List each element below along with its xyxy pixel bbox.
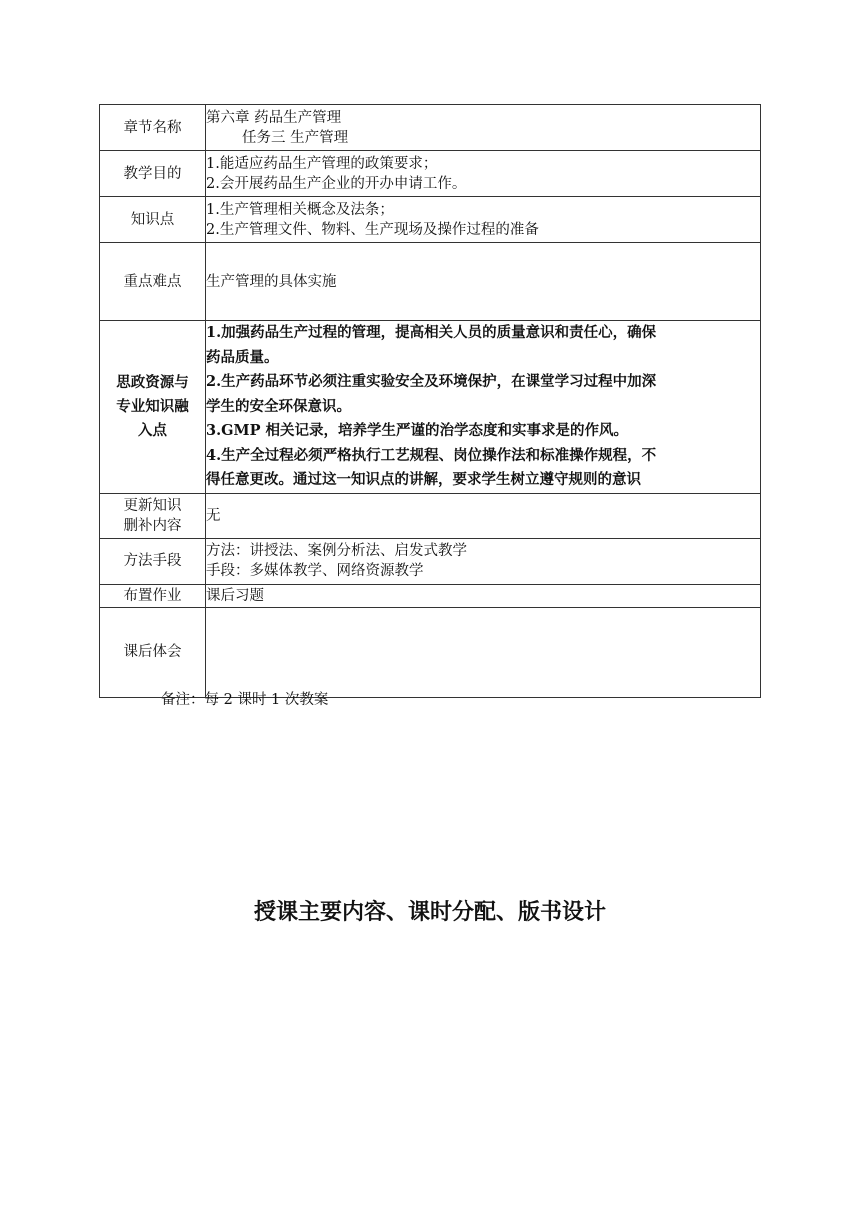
knowledge-line: 1.生产管理相关概念及法条； bbox=[206, 201, 394, 218]
reflection-content bbox=[206, 607, 761, 697]
objective-line: 1.能适应药品生产管理的政策要求； bbox=[206, 155, 438, 172]
update-row bbox=[100, 493, 761, 538]
section-title: 授课主要内容、课时分配、版书设计 bbox=[253, 899, 606, 925]
ideology-line: 1.加强药品生产过程的管理，提高相关人员的质量意识和责任心，确保 bbox=[206, 324, 657, 341]
objective-row bbox=[100, 151, 761, 197]
ideology-row bbox=[100, 321, 761, 494]
homework-row bbox=[100, 584, 761, 607]
ideology-line: 2.生产药品环节必须注重实验安全及环境保护，在课堂学习过程中加深 bbox=[206, 373, 657, 390]
knowledge-row bbox=[100, 197, 761, 243]
update-label bbox=[100, 493, 206, 538]
chapter-row bbox=[100, 105, 761, 151]
method-line: 手段：多媒体教学、网络资源教学 bbox=[206, 563, 424, 579]
ideology-line: 得任意更改。通过这一知识点的讲解，要求学生树立遵守规则的意识 bbox=[206, 471, 641, 488]
knowledge-label: 知识点 bbox=[100, 197, 206, 243]
objective-label: 教学目的 bbox=[100, 151, 206, 197]
knowledge-line: 2.生产管理文件、物料、生产现场及操作过程的准备 bbox=[206, 221, 539, 238]
ideology-line: 学生的安全环保意识。 bbox=[206, 397, 351, 415]
ideology-label-line: 思政资源与 bbox=[116, 373, 189, 391]
task-line: 任务三 生产管理 bbox=[242, 129, 349, 146]
update-label-line: 更新知识 bbox=[123, 497, 182, 514]
update-content: 无 bbox=[206, 493, 761, 538]
homework-label: 布置作业 bbox=[100, 584, 206, 607]
objective-content bbox=[206, 151, 761, 197]
chapter-line: 第六章 药品生产管理 bbox=[206, 109, 342, 126]
ideology-label-line: 入点 bbox=[138, 421, 167, 439]
method-content bbox=[206, 538, 761, 584]
footnote: 备注：每 2 课时 1 次教案 bbox=[161, 692, 329, 708]
ideology-content bbox=[206, 321, 761, 494]
lesson-plan-table bbox=[99, 104, 761, 698]
method-label: 方法手段 bbox=[100, 538, 206, 584]
difficulty-content: 生产管理的具体实施 bbox=[206, 243, 761, 321]
update-label-line: 删补内容 bbox=[123, 517, 182, 534]
reflection-row bbox=[100, 607, 761, 697]
difficulty-row bbox=[100, 243, 761, 321]
chapter-content bbox=[206, 105, 761, 151]
ideology-line: 药品质量。 bbox=[206, 348, 279, 366]
difficulty-label: 重点难点 bbox=[100, 243, 206, 321]
method-row bbox=[100, 538, 761, 584]
ideology-line: 4.生产全过程必须严格执行工艺规程、岗位操作法和标准操作规程，不 bbox=[206, 446, 657, 464]
reflection-label: 课后体会 bbox=[100, 607, 206, 697]
objective-line: 2.会开展药品生产企业的开办申请工作。 bbox=[206, 175, 467, 192]
homework-content: 课后习题 bbox=[206, 584, 761, 607]
chapter-label: 章节名称 bbox=[100, 105, 206, 151]
method-line: 方法：讲授法、案例分析法、启发式教学 bbox=[206, 543, 467, 559]
ideology-label bbox=[100, 321, 206, 494]
knowledge-content bbox=[206, 197, 761, 243]
ideology-label-line: 专业知识融 bbox=[116, 397, 189, 415]
ideology-line: 3.GMP 相关记录，培养学生严谨的治学态度和实事求是的作风。 bbox=[206, 422, 629, 439]
